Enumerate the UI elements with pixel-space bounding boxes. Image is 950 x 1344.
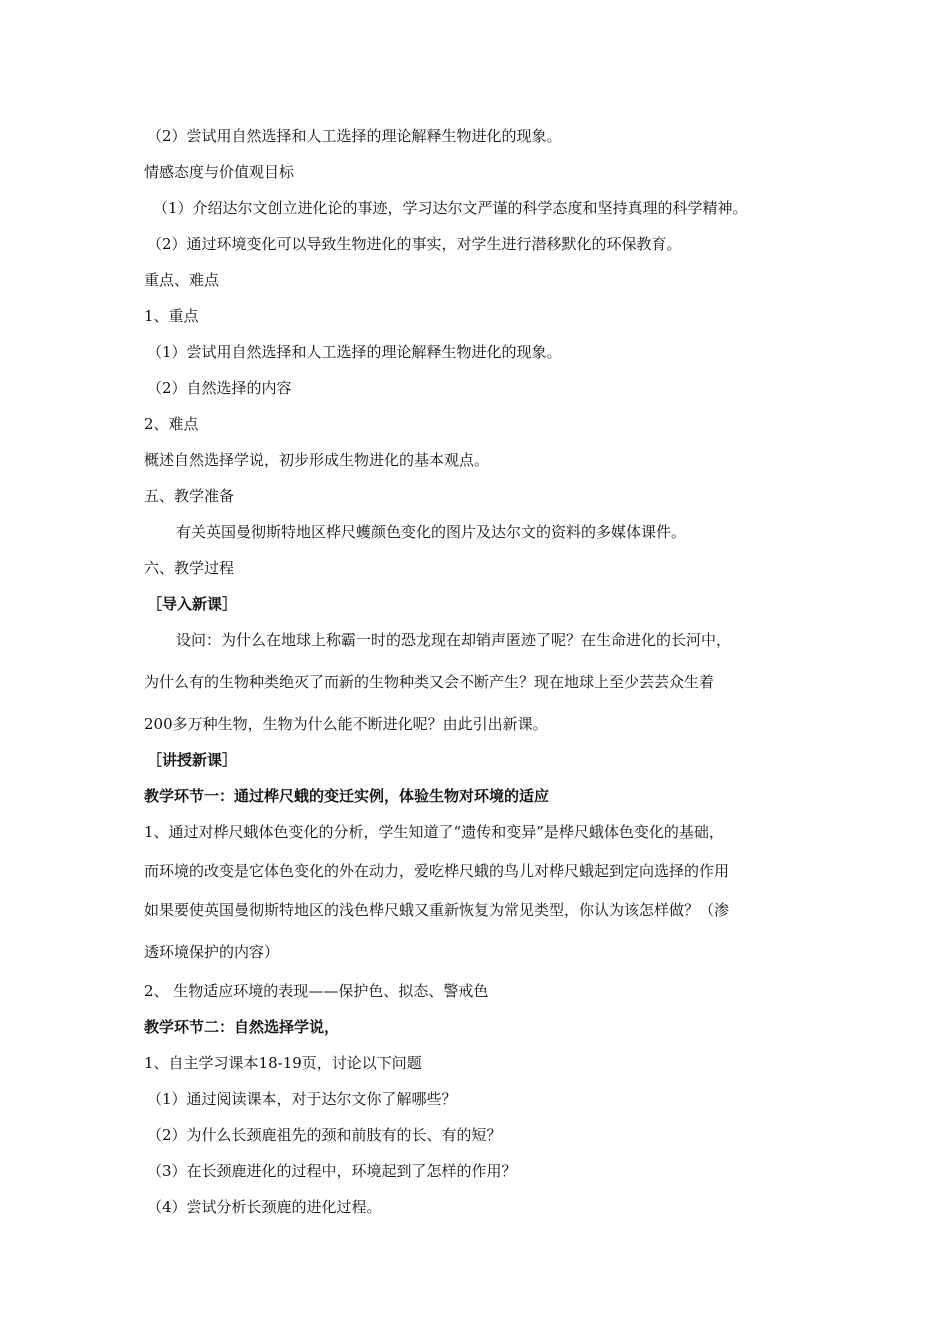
paragraph-line: 有关英国曼彻斯特地区桦尺蠖颜色变化的图片及达尔文的资料的多媒体课件。 <box>176 523 687 541</box>
paragraph-line: 1、通过对桦尺蛾体色变化的分析，学生知道了“遗传和变异”是桦尺蛾体色变化的基础， <box>144 823 724 841</box>
bold-heading: 教学环节一：通过桦尺蛾的变迁实例，体验生物对环境的适应 <box>144 787 550 805</box>
section-heading: 五、教学准备 <box>144 487 235 505</box>
text-line: 1、自主学习课本18-19页，讨论以下问题 <box>144 1054 422 1072</box>
paragraph-line: 为什么有的生物种类绝灭了而新的生物种类又会不断产生？现在地球上至少芸芸众生着 <box>144 673 715 691</box>
section-heading: 重点、难点 <box>144 271 220 289</box>
text-line: 概述自然选择学说，初步形成生物进化的基本观点。 <box>144 451 490 469</box>
bracket-heading: ［导入新课］ <box>147 595 238 613</box>
text-line: （3）在长颈鹿进化的过程中，环境起到了怎样的作用？ <box>147 1162 517 1180</box>
paragraph-line: 设问：为什么在地球上称霸一时的恐龙现在却销声匿迹了呢？在生命进化的长河中， <box>176 631 732 649</box>
text-line: （1）尝试用自然选择和人工选择的理论解释生物进化的现象。 <box>147 343 562 361</box>
section-heading: 六、教学过程 <box>144 559 235 577</box>
text-line: （2）自然选择的内容 <box>147 379 292 397</box>
text-line: 2、 生物适应环境的表现——保护色、拟态、警戒色 <box>144 982 489 1000</box>
text-line: （1）介绍达尔文创立进化论的事迹，学习达尔文严谨的科学态度和坚持真理的科学精神。 <box>153 199 748 217</box>
text-line: （2）为什么长颈鹿祖先的颈和前肢有的长、有的短？ <box>147 1126 502 1144</box>
text-line: （2）通过环境变化可以导致生物进化的事实，对学生进行潜移默化的环保教育。 <box>147 235 682 253</box>
text-line: （1）通过阅读课本，对于达尔文你了解哪些？ <box>147 1090 457 1108</box>
subheading: 1、重点 <box>144 307 199 325</box>
text-line: （2）尝试用自然选择和人工选择的理论解释生物进化的现象。 <box>147 127 562 145</box>
text-line: （4）尝试分析长颈鹿的进化过程。 <box>147 1198 382 1216</box>
paragraph-line: 如果要使英国曼彻斯特地区的浅色桦尺蛾又重新恢复为常见类型，你认为该怎样做？（渗 <box>144 901 730 919</box>
bold-heading: 教学环节二：自然选择学说， <box>144 1018 340 1036</box>
section-heading: 情感态度与价值观目标 <box>144 163 295 181</box>
bracket-heading: ［讲授新课］ <box>147 751 238 769</box>
paragraph-line: 透环境保护的内容） <box>144 943 280 961</box>
paragraph-line: 而环境的改变是它体色变化的外在动力，爱吃桦尺蛾的鸟儿对桦尺蛾起到定向选择的作用 <box>144 862 730 880</box>
paragraph-line: 200多万种生物，生物为什么能不断进化呢？由此引出新课。 <box>144 715 548 733</box>
subheading: 2、难点 <box>144 415 199 433</box>
